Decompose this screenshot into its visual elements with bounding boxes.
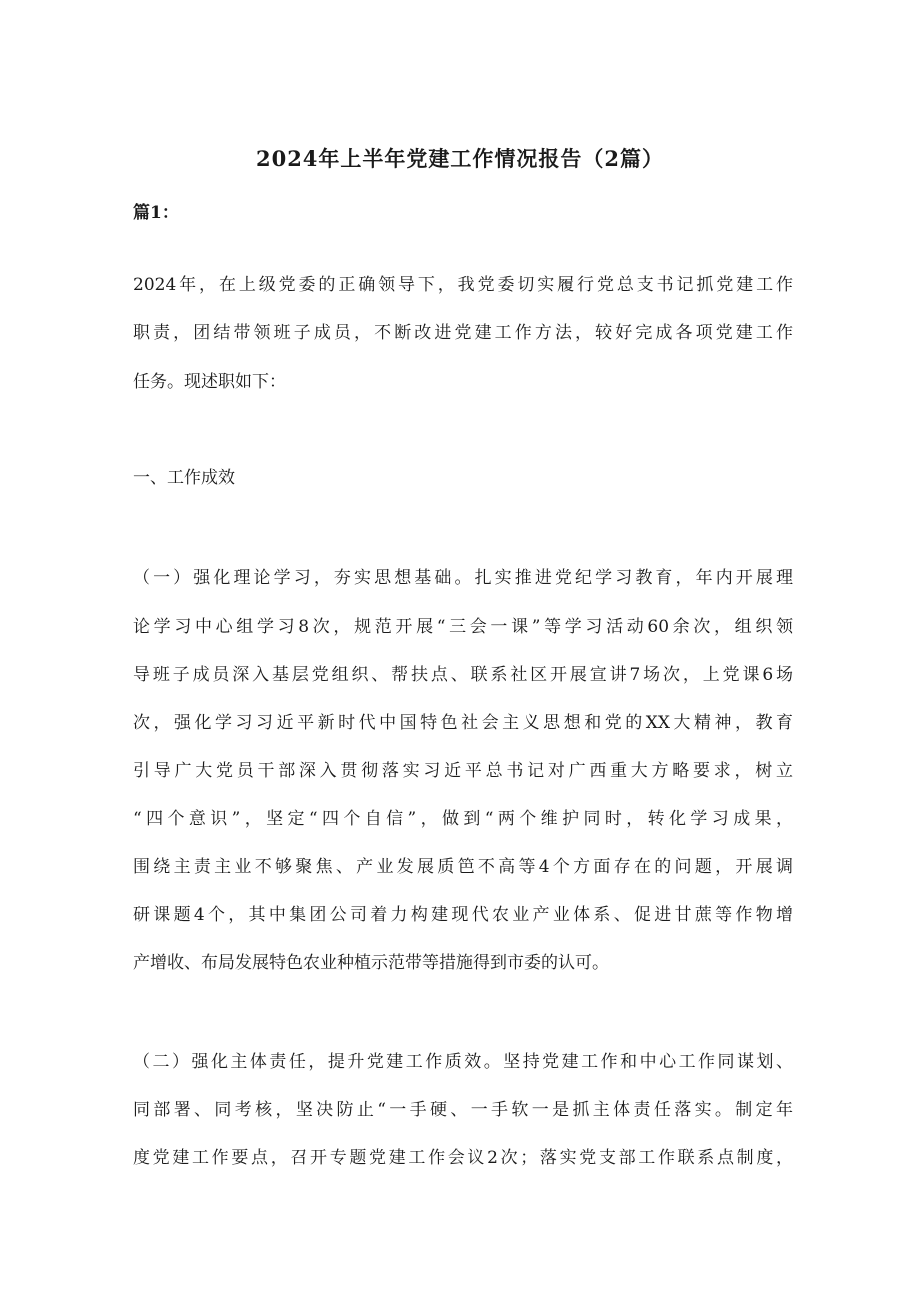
para2-line-1: （二）强化主体责任，提升党建工作质效。坚持党建工作和中心工作同谋划、 bbox=[133, 1052, 793, 1072]
intro-line-2: 职责，团结带领班子成员，不断改进党建工作方法，较好完成各项党建工作 bbox=[133, 323, 793, 343]
para2-line-2: 同部署、同考核，坚决防止“一手硬、一手软一是抓主体责任落实。制定年 bbox=[133, 1100, 793, 1120]
intro-line-1: 2024年，在上级党委的正确领导下，我党委切实履行党总支书记抓党建工作 bbox=[133, 275, 793, 295]
intro-line-3: 任务。现述职如下： bbox=[133, 372, 286, 392]
para1-line-8: 研课题4个，其中集团公司着力构建现代农业产业体系、促进甘蔗等作物增 bbox=[133, 905, 793, 925]
para1-line-7: 围绕主责主业不够聚焦、产业发展质笆不高等4个方面存在的问题，开展调 bbox=[133, 857, 793, 877]
section-heading: 一、工作成效 bbox=[133, 468, 235, 488]
para1-line-2: 论学习中心组学习8次，规范开展“三会一课”等学习活动60余次，组织领 bbox=[133, 617, 793, 637]
para1-line-9: 产增收、布局发展特色农业种植示范带等措施得到市委的认可。 bbox=[133, 953, 609, 973]
para1-line-3: 导班子成员深入基层党组织、帮扶点、联系社区开展宣讲7场次，上党课6场 bbox=[133, 665, 793, 685]
para1-line-5: 引导广大党员干部深入贯彻落实习近平总书记对广西重大方略要求，树立 bbox=[133, 761, 793, 781]
part-label: 篇1： bbox=[133, 203, 179, 223]
para1-line-6: “四个意识”，坚定“四个自信”，做到“两个维护同时，转化学习成果， bbox=[133, 809, 793, 829]
para1-line-4: 次，强化学习习近平新时代中国特色社会主义思想和党的XX大精神，教育 bbox=[133, 713, 793, 733]
para2-line-3: 度党建工作要点，召开专题党建工作会议2次；落实党支部工作联系点制度， bbox=[133, 1148, 793, 1168]
document-title: 2024年上半年党建工作情况报告（2篇） bbox=[255, 146, 665, 171]
para1-line-1: （一）强化理论学习，夯实思想基础。扎实推进党纪学习教育，年内开展理 bbox=[133, 568, 793, 588]
